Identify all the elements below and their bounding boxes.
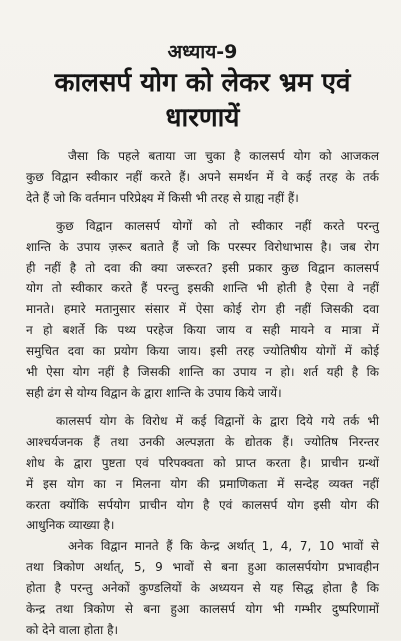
- paragraph-line: सही ढंग से योग्य विद्वान के द्वारा शान्ति के उपाय किये जायें।: [26, 385, 282, 400]
- chapter-title-line-2: धारणायें: [165, 103, 240, 133]
- paragraph-line: को देने वाला होता है।: [26, 622, 118, 637]
- paragraph-line: कुछ विद्वान स्वीकार नहीं करते हैं। अपने समर्थन में वे कई तरह के तर्क: [26, 169, 379, 184]
- paragraph-line: समुचित दवा का प्रयोग किया जाय। इसी तरह ज्योतिषीय योगों में कोई: [26, 344, 379, 359]
- paragraph-line: आधुनिक व्याख्या है।: [26, 518, 115, 533]
- paragraph-line: करता क्योंकि सर्पयोग प्राचीन योग है एवं कालसर्प योग इसी योग की: [26, 497, 379, 512]
- paragraph-line: तथा त्रिकोण अर्थात्, 5, 9 भावों से बना हुआ कालसर्पयोग प्रभावहीन: [26, 560, 379, 575]
- paragraph-line: शोध के द्वारा पुष्टता एवं परिपक्वता को प्राप्त करता है। प्राचीन ग्रन्थों: [26, 455, 379, 470]
- paragraph-line: कुछ विद्वान कालसर्प योगों को तो स्वीकार नहीं करते परन्तु: [56, 218, 379, 233]
- chapter-title-line-1: कालसर्प योग को लेकर भ्रम एवं: [54, 68, 351, 98]
- paragraph-3: [26, 411, 379, 536]
- paragraph-line: केन्द्र तथा त्रिकोण से बना हुआ कालसर्प योग भी गम्भीर दुष्परिणामों: [26, 602, 379, 617]
- paragraph-line: अनेक विद्वान मानते हैं कि केन्द्र अर्थात् 1, 4, 7, 10 भावों से: [68, 539, 379, 554]
- paragraph-line: भी ऐसा योग नहीं है जिसकी शान्ति का उपाय न हो। शर्त यही है कि: [26, 365, 379, 380]
- paragraph-line: न हो बशर्ते कि पथ्य परहेज किया जाय व सही मायने व मात्रा में: [26, 323, 379, 338]
- paragraph-line: में इस योग का न मिलना योग की प्रमाणिकता में सन्देह व्यक्त नहीं: [26, 476, 379, 491]
- paragraph-line: ही नहीं है तो दवा की क्या जरूरत? इसी प्रकार कुछ विद्वान कालसर्प: [26, 260, 379, 275]
- paragraph-line: जैसा कि पहले बताया जा चुका है कालसर्प योग को आजकल: [68, 149, 379, 163]
- paragraph-line: शान्ति के उपाय ज़रूर बताते हैं जो कि परस्पर विरोधाभास है। जब रोग: [26, 239, 379, 254]
- paragraph-line: कालसर्प योग के विरोध में कई विद्वानों के द्वारा दिये गये तर्क भी: [56, 413, 379, 428]
- paragraph-line: देते हैं जो कि वर्तमान परिप्रेक्ष्य में किसी भी तरह से ग्राह्य नहीं हैं।: [26, 190, 299, 205]
- paragraph-line: मानते। हमारे मतानुसार संसार में ऐसा कोई रोग ही नहीं जिसकी दवा: [26, 302, 379, 317]
- chapter-title: [26, 66, 379, 136]
- paragraph-line: होता है परन्तु अनेकों कुण्डलियों के अध्ययन से यह सिद्ध होता है कि: [26, 581, 379, 596]
- paragraph-line: आश्चर्यजनक हैं तथा उनकी अल्पज्ञता के द्योतक हैं। ज्योतिष निरन्तर: [26, 434, 379, 449]
- paragraph-1: [26, 146, 379, 209]
- paragraph-line: योग तो स्वीकार करते हैं परन्तु इसकी शान्ति भी होती है ऐसा वे नहीं: [26, 281, 379, 296]
- chapter-label: अध्याय-9: [167, 41, 238, 63]
- paragraph-4: [26, 536, 379, 641]
- paragraph-2: [26, 216, 379, 404]
